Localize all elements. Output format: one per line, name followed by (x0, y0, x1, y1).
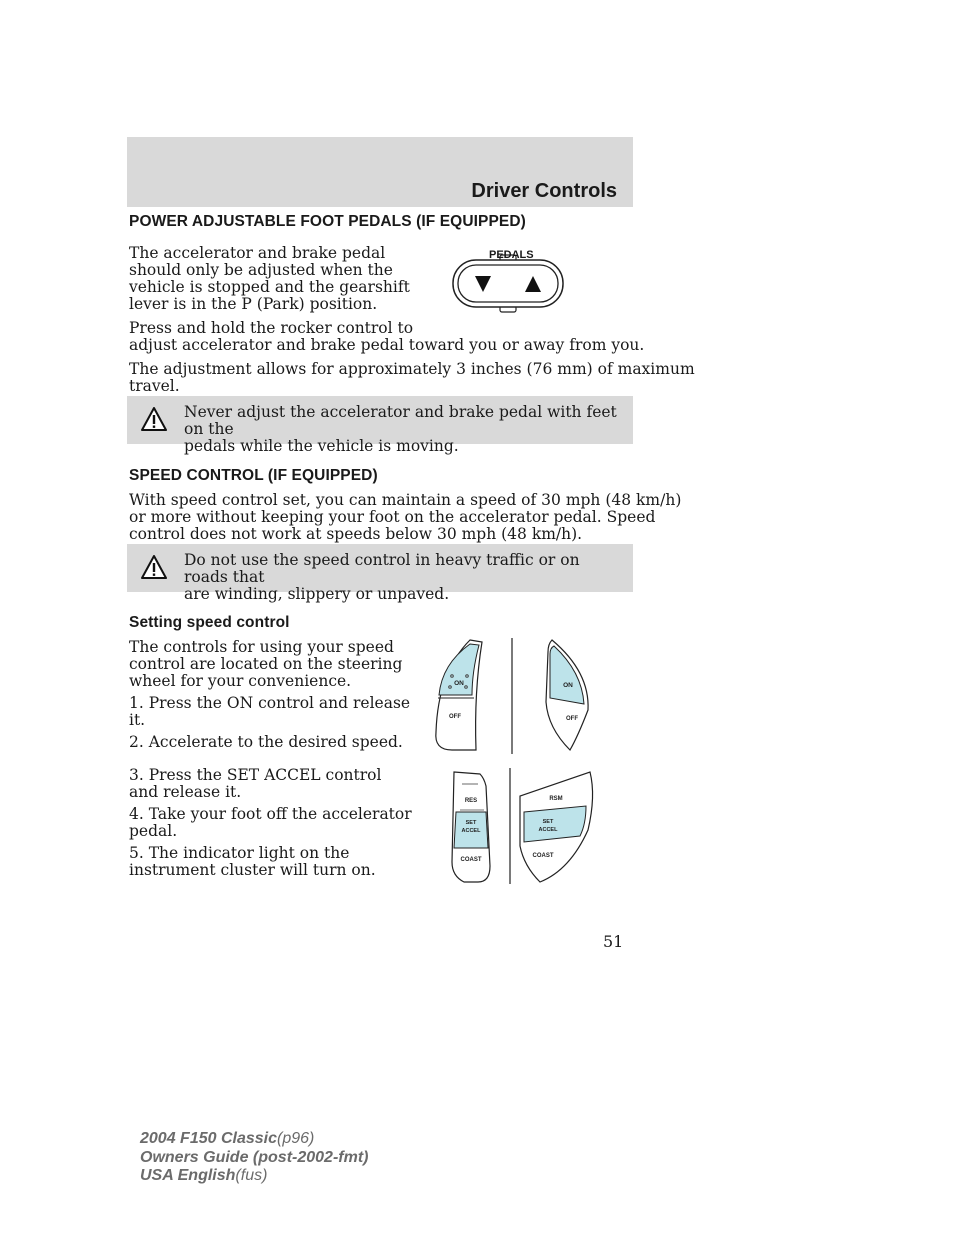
page-number: 51 (603, 932, 624, 951)
coast-label-right: COAST (532, 853, 554, 859)
pedals-para3: The adjustment allows for approximately 3 inches (76 mm) of maximum travel. (129, 360, 695, 395)
pedals-para2: Press and hold the rocker control to adjust accelerator and brake pedal toward you or away from you. (129, 319, 645, 354)
on-off-controls-illustration (430, 632, 600, 757)
setting-step-5: 5. The indicator light on the instrument cluster will turn on. (129, 844, 376, 879)
speed-heading: SPEED CONTROL (IF EQUIPPED) (129, 467, 378, 484)
accel-label-right: ACCEL (538, 827, 558, 833)
warning-icon (141, 406, 167, 432)
on-label-left: ON (454, 680, 464, 687)
res-label: RES (464, 798, 478, 804)
set-label-left: SET (465, 820, 477, 826)
set-accel-controls-illustration (440, 766, 600, 886)
accel-label-left: ACCEL (461, 828, 481, 834)
setting-heading: Setting speed control (129, 614, 290, 631)
on-label-right: ON (563, 682, 573, 689)
setting-step-2: 2. Accelerate to the desired speed. (129, 733, 403, 751)
set-accel-button-right (524, 806, 586, 842)
setting-intro: The controls for using your speed control are located on the steering wheel for your convenience. (129, 638, 403, 690)
off-label-right: OFF (566, 716, 578, 722)
header-band (127, 137, 633, 207)
setting-step-1: 1. Press the ON control and release it. (129, 694, 411, 729)
setting-step-4: 4. Take your foot off the accelerator pedal. (129, 805, 412, 840)
speed-warning-box: Do not use the speed control in heavy traffic or on roads that are winding, slippery or unpaved. (127, 544, 633, 592)
setting-step-3: 3. Press the SET ACCEL control and release it. (129, 766, 382, 801)
speed-para1: With speed control set, you can maintain a speed of 30 mph (48 km/h) or more without keeping your foot on the accelerator pedal. Speed control does not work at speeds below 30 mph (48 km/h). (129, 491, 682, 543)
warning-icon (141, 554, 167, 580)
coast-label-left: COAST (460, 857, 482, 863)
pedals-switch-label: PEDALS (489, 249, 534, 261)
section-title: Driver Controls (471, 180, 617, 202)
rsm-label: RSM (549, 796, 563, 802)
footer-imprint: 2004 F150 Classic(p96) Owners Guide (post-2002-fmt) USA English(fus) (140, 1130, 369, 1184)
set-label-right: SET (542, 819, 554, 825)
pedals-heading: POWER ADJUSTABLE FOOT PEDALS (IF EQUIPPED) (129, 213, 526, 230)
off-label-left: OFF (449, 714, 461, 720)
pedals-warning-box: Never adjust the accelerator and brake pedal with feet on the pedals while the vehicle is moving. (127, 396, 633, 444)
pedals-para1: The accelerator and brake pedal should only be adjusted when the vehicle is stopped and the gearshift lever is in the P (Park) position. (129, 244, 410, 313)
